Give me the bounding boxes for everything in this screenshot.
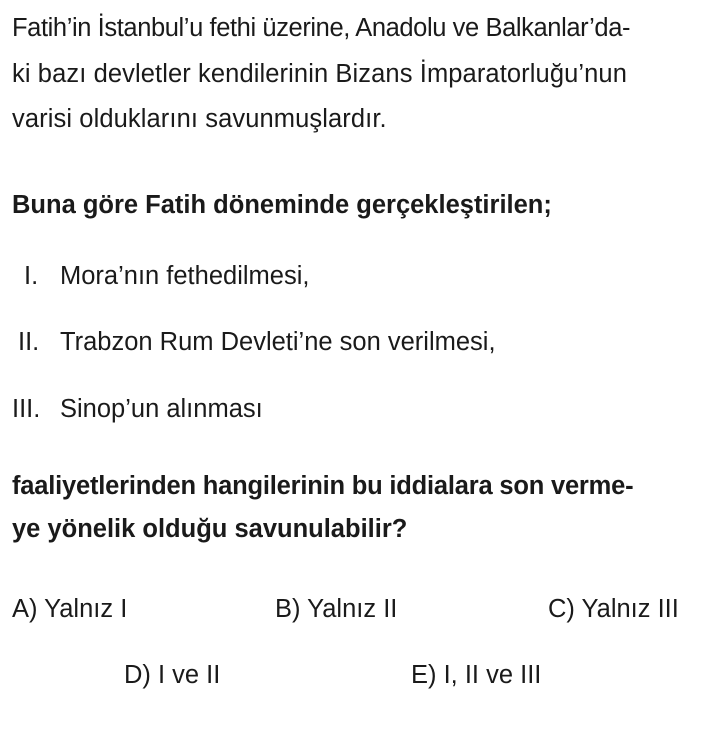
stem-line-1: Fatih’in İstanbul’u fethi üzerine, Anadolu ve Balkanlar’da- [12, 14, 631, 42]
item-text: Sinop’un alınması [60, 395, 263, 423]
item-numeral: I. [24, 262, 39, 290]
item-numeral: III. [12, 395, 41, 423]
option-c[interactable]: C) Yalnız III [548, 595, 679, 623]
option-b[interactable]: B) Yalnız II [275, 595, 398, 623]
option-d[interactable]: D) I ve II [124, 661, 221, 689]
followup-line-1: faaliyetlerinden hangilerinin bu iddialara son verme- [12, 472, 634, 500]
item-numeral: II. [18, 328, 40, 356]
item-text: Mora’nın fethedilmesi, [60, 262, 310, 290]
followup-line-2: ye yönelik olduğu savunulabilir? [12, 515, 408, 543]
stem-line-3: varisi olduklarını savunmuşlardır. [12, 105, 387, 133]
question-prompt: Buna göre Fatih döneminde gerçekleştirilen; [12, 191, 552, 219]
option-e[interactable]: E) I, II ve III [411, 661, 542, 689]
item-text: Trabzon Rum Devleti’ne son verilmesi, [60, 328, 496, 356]
option-a[interactable]: A) Yalnız I [12, 595, 128, 623]
stem-line-2: ki bazı devletler kendilerinin Bizans İmparatorluğu’nun [12, 60, 627, 88]
